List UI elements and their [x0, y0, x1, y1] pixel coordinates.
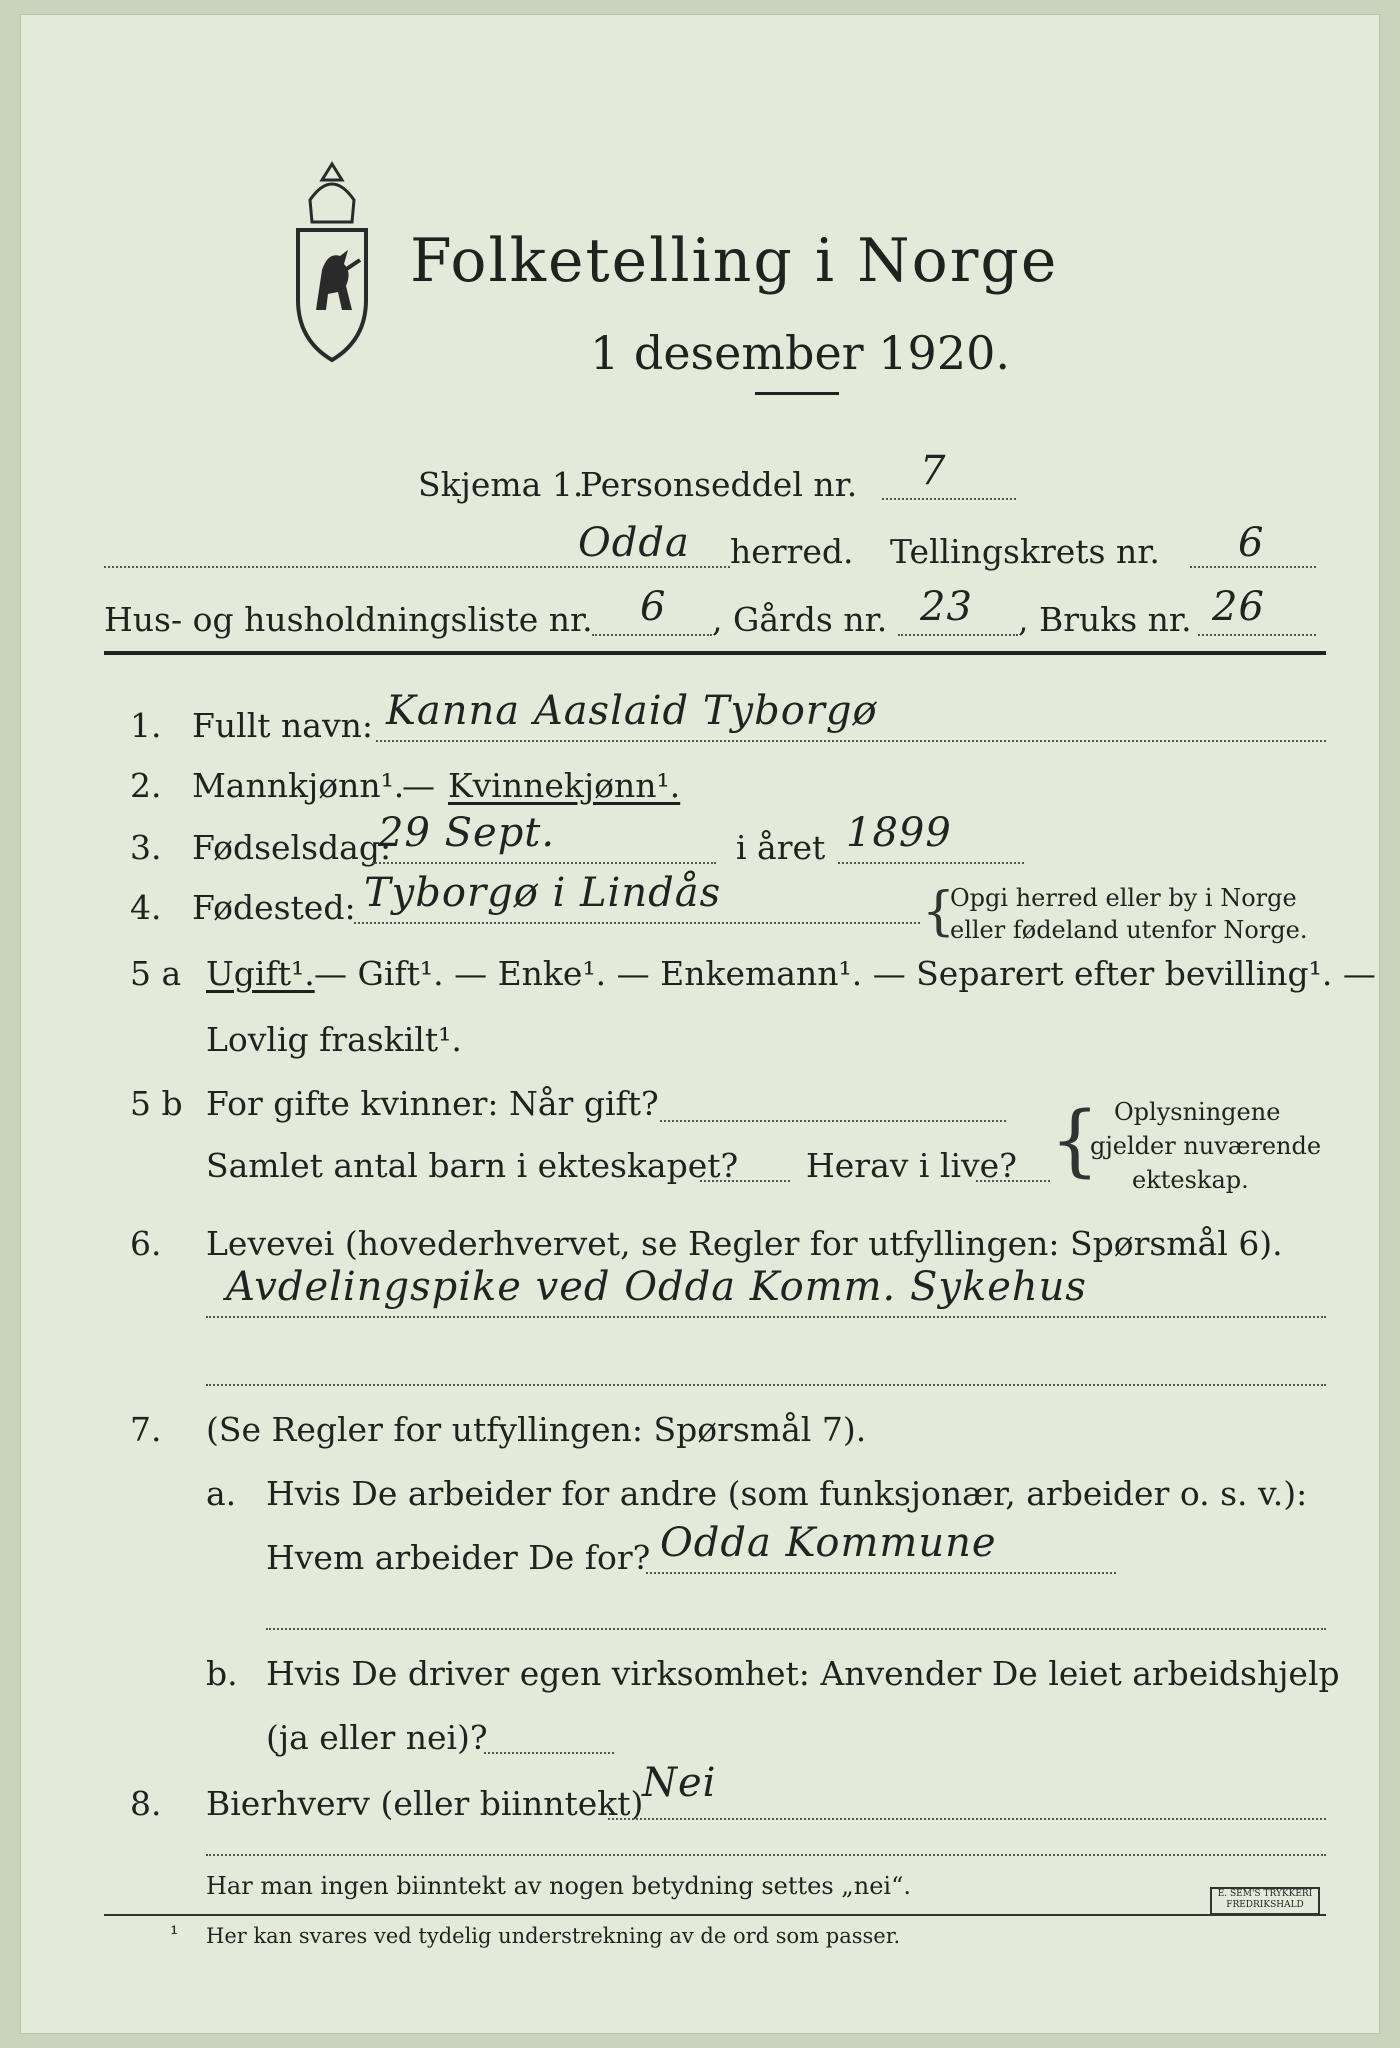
herred-label: herred. — [730, 532, 854, 571]
birthdate-label: Fødselsdag: — [192, 828, 392, 867]
birthyear-value[interactable]: 1899 — [846, 810, 952, 856]
employer-question: Hvis De arbeider for andre (som funksjonær, arbeider o. s. v.): — [266, 1474, 1308, 1513]
gender-male-option[interactable]: Mannkjønn¹. — [192, 766, 405, 805]
tellingskrets-label: Tellingskrets nr. — [890, 532, 1160, 571]
occupation-label: Levevei (hovederhvervet, se Regler for utfyllingen: Spørsmål 6). — [206, 1224, 1283, 1263]
side-income-label: Bierhverv (eller biinntekt) — [206, 1784, 644, 1823]
tellingskrets-value[interactable]: 6 — [1238, 520, 1265, 566]
birthdate-value[interactable]: 29 Sept. — [378, 810, 556, 856]
bruks-value[interactable]: 26 — [1212, 584, 1265, 630]
footnote: Her kan svares ved tydelig understrekning av de ord som passer. — [206, 1924, 901, 1948]
marital-divorced-option[interactable]: Lovlig fraskilt¹. — [206, 1020, 462, 1059]
personseddel-label: Personseddel nr. — [580, 465, 858, 504]
employer-label: Hvem arbeider De for? — [266, 1538, 651, 1577]
census-date: 1 desember 1920. — [590, 326, 1010, 380]
herred-value[interactable]: Odda — [578, 520, 690, 566]
footer-divider — [104, 1914, 1326, 1916]
norway-coat-of-arms-icon — [282, 160, 382, 370]
birthplace-note-2: eller fødeland utenfor Norge. — [950, 916, 1308, 944]
birthplace-value[interactable]: Tyborgø i Lindås — [364, 870, 722, 916]
hus-label: Hus- og husholdningsliste nr. — [104, 600, 593, 639]
gards-value[interactable]: 23 — [920, 584, 973, 630]
side-income-note: Har man ingen biinntekt av nogen betydning settes „nei“. — [206, 1872, 911, 1900]
self-employed-question: Hvis De driver egen virksomhet: Anvender De leiet arbeidshjelp — [266, 1654, 1340, 1693]
skjema-label: Skjema 1. — [418, 465, 584, 504]
gards-label: , Gårds nr. — [712, 600, 888, 639]
side-income-value[interactable]: Nei — [642, 1760, 717, 1806]
marital-unmarried-option[interactable]: Ugift¹. — [206, 954, 315, 993]
header-divider — [104, 651, 1326, 655]
employer-value[interactable]: Odda Kommune — [660, 1520, 997, 1566]
printer-stamp: E. SEM'S TRYKKERI FREDRIKSHALD — [1210, 1887, 1320, 1915]
census-form: Folketelling i Norge 1 desember 1920. Skjema 1. Personseddel nr. 7 Odda herred. Tellingskrets nr. 6 Hus- og husholdningsliste nr. 6 , Gårds nr. 23 , Bruks nr. 26 1. Fullt navn: Kanna Aaslaid Tyborgø 2. Mannkjønn¹. — Kvinnekjønn¹. 3. Fødselsdag: 29 Sept. i året 1899 4. Fødested: Tyborgø i Lindås { Opgi herred eller by i Norge eller fødeland utenfor Norge. 5 a Ugift¹. — Gift¹. — Enke¹. — Enkemann¹. — Separert efter bevilling¹. — Lovlig fraskilt¹. 5 b For gifte kvinner: Når gift? Samlet antal barn i ekteskapet? Herav i live? { Oplysningene gjelder nuværende ekteskap. 6. Levevei (hovederhvervet, se Regler for utfyllingen: Spørsmål 6). Avdelingspike ved Odda Komm. Sykehus 7. (Se Regler for utfyllingen: Spørsmål 7). a. Hvis De arbeider for andre (som funksjonær, arbeider o. s. v.): Hvem arbeider De for? Odda Kommune b. Hvis De driver egen virksomhet: Anvender De leiet arbeidshjelp (ja eller nei)? 8. Bierhverv (eller biinntekt) Nei Har man ingen biinntekt av nogen betydning settes „nei“. ¹ Her kan svares ved tydelig understrekning av de ord som passer. E. SEM'S TRYKKERI FREDRIKSHALD — [20, 14, 1380, 2034]
title-divider — [755, 392, 839, 395]
hired-help-label: (ja eller nei)? — [266, 1718, 488, 1757]
q7-label: (Se Regler for utfyllingen: Spørsmål 7). — [206, 1410, 867, 1449]
children-count-label: Samlet antal barn i ekteskapet? — [206, 1146, 739, 1185]
bruks-label: , Bruks nr. — [1018, 600, 1192, 639]
occupation-value[interactable]: Avdelingspike ved Odda Komm. Sykehus — [226, 1264, 1087, 1310]
marital-other-options[interactable]: — Gift¹. — Enke¹. — Enkemann¹. — Separert efter bevilling¹. — — [314, 954, 1376, 993]
children-alive-label: Herav i live? — [806, 1146, 1017, 1185]
hus-value[interactable]: 6 — [640, 584, 667, 630]
married-when-label: For gifte kvinner: Når gift? — [206, 1084, 659, 1123]
full-name-value[interactable]: Kanna Aaslaid Tyborgø — [386, 688, 878, 734]
birthplace-note-1: Opgi herred eller by i Norge — [950, 884, 1297, 912]
birthplace-label: Fødested: — [192, 888, 356, 927]
personseddel-value[interactable]: 7 — [920, 448, 947, 494]
gender-female-option[interactable]: Kvinnekjønn¹. — [448, 766, 681, 805]
full-name-label: Fullt navn: — [192, 706, 373, 745]
form-title: Folketelling i Norge — [410, 226, 1059, 296]
birthyear-label: i året — [736, 828, 826, 867]
